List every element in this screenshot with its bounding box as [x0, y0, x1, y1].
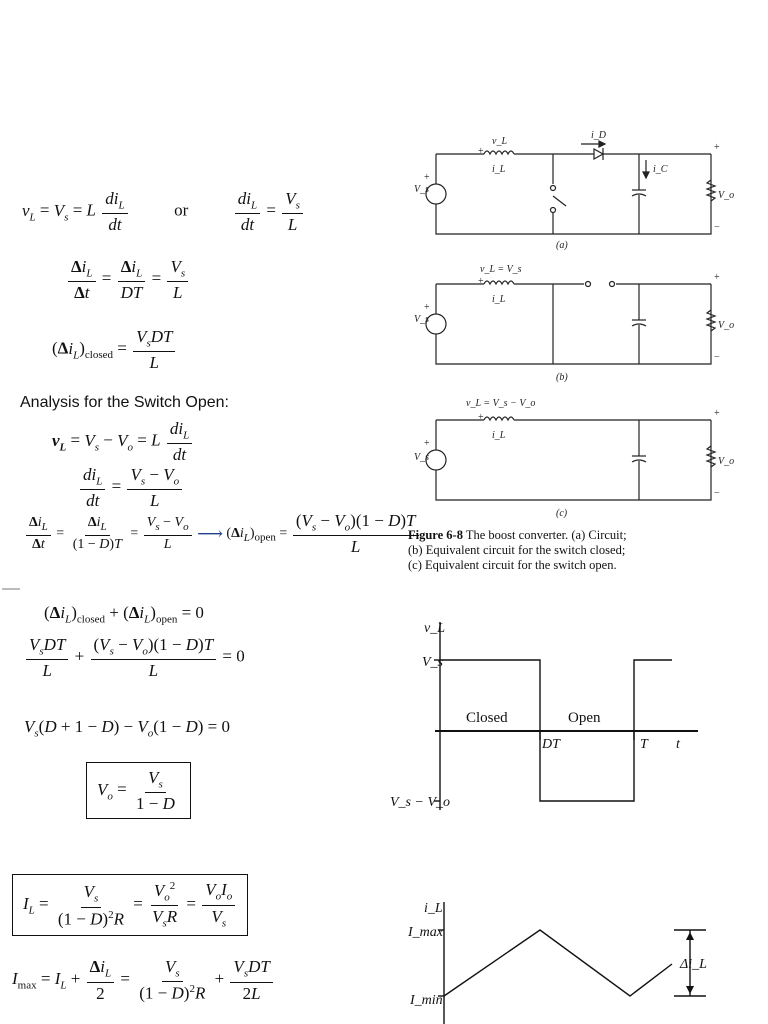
- svg-text:+: +: [424, 438, 430, 449]
- label-id-a: i_D: [591, 130, 606, 141]
- figure-caption-line-1: The boost converter. (a) Circuit;: [465, 528, 627, 542]
- circuit-c: [426, 417, 715, 500]
- circuit-a: [426, 141, 715, 234]
- open-label: Open: [568, 710, 601, 726]
- il-trace: [444, 930, 672, 996]
- equation-delta-il-closed-rate: $\frac{\Delta i_L}{\Delta t}$ = $\frac{\Delta i_L}{DT}$ = $\frac{V_s}{L}$: [66, 258, 190, 301]
- figure-caption-line-3: (c) Equivalent circuit for the switch open.: [408, 558, 617, 572]
- label-il-b: i_L: [492, 294, 506, 305]
- dt-tick-label: DT: [542, 737, 560, 752]
- subfig-c-label: (c): [556, 508, 568, 519]
- label-vo-b: V_o: [718, 320, 735, 331]
- figure-caption-label: Figure 6-8: [408, 528, 463, 542]
- label-vs-c: V_s: [414, 452, 429, 463]
- equation-inductor-current-boxed: $I_L$ = $\frac{V_s}{(1 - D)^2R}$ = $\frac{V_o^2}{V_sR}$ = $\frac{V_oI_o}{V_s}$: [12, 874, 248, 936]
- label-vo-a: V_o: [718, 190, 735, 201]
- svg-text:−: −: [714, 488, 720, 499]
- svg-text:+: +: [424, 302, 430, 313]
- svg-text:+: +: [714, 408, 720, 419]
- equation-simplified: $V_s(D + 1 - D) - V_o(1 - D) = 0$: [24, 717, 231, 740]
- scan-mark: [2, 588, 20, 590]
- vs-level-label: V_s: [422, 655, 443, 670]
- svg-text:+: +: [478, 412, 484, 423]
- equation-delta-il-closed: $(\Delta i_L)_{closed}$ = $\frac{V_sDT}{L}$: [52, 328, 177, 371]
- imin-label: I_min: [410, 993, 443, 1008]
- equation-steady-state-expanded: $\frac{V_sDT}{L}$ + $\frac{(V_s - V_o)(1 - D)T}{L}$ = 0: [24, 636, 245, 679]
- equation-inductor-voltage-closed: $v_L = V_s = L$ $\frac{di_L}{dt}$ or $\frac{di_L}{dt}$ = $\frac{V_s}{L}$: [22, 190, 305, 233]
- circuit-b: [426, 281, 715, 364]
- svg-text:−: −: [714, 222, 720, 233]
- il-axis-label: i_L: [424, 901, 443, 916]
- label-il-a: i_L: [492, 164, 506, 175]
- svg-text:+: +: [714, 272, 720, 283]
- equation-di-dt-open: $\frac{di_L}{dt}$ = $\frac{V_s - V_o}{L}$: [78, 466, 184, 509]
- subfig-a-label: (a): [556, 240, 568, 251]
- label-vs-a: V_s: [414, 184, 429, 195]
- arrow-up-icon: [686, 932, 694, 940]
- svg-text:+: +: [478, 146, 484, 157]
- svg-text:+: +: [714, 142, 720, 153]
- vs-minus-vo-level-label: V_s − V_o: [390, 795, 450, 810]
- t-tick-label: T: [640, 737, 648, 752]
- arrow-right-icon: ⟶: [197, 523, 223, 544]
- imax-label: I_max: [408, 925, 443, 940]
- inductor-current-waveform: [380, 890, 720, 1024]
- svg-text:−: −: [714, 352, 720, 363]
- vl-axis-label: v_L: [424, 621, 445, 636]
- label-vo-c: V_o: [718, 456, 735, 467]
- inductor-voltage-waveform: [380, 610, 700, 820]
- diode-icon: [594, 149, 603, 159]
- svg-text:+: +: [424, 172, 430, 183]
- time-axis-label: t: [676, 737, 680, 752]
- equation-output-voltage-boxed: $V_o$ = $\frac{V_s}{1 - D}$: [86, 762, 191, 819]
- arrow-down-icon: [686, 986, 694, 994]
- or-text: or: [174, 200, 189, 220]
- equation-inductor-voltage-open: $v_L = V_s - V_o = L$ $\frac{di_L}{dt}$: [52, 420, 194, 463]
- boost-converter-circuits: [396, 130, 736, 530]
- label-vl-closed: v_L = V_s: [480, 264, 522, 275]
- label-vl-a: v_L: [492, 136, 507, 147]
- equation-delta-il-open: $\frac{\Delta i_L}{\Delta t}$ = $\frac{\Delta i_L}{(1 - D)T}$ = $\frac{V_s - V_o}{L}$ ⟶ $(\Delta i_L)_{open}$ = $\frac{(V_s - V_o)(1 - D)T}{L}$: [24, 512, 421, 555]
- figure-caption-line-2: (b) Equivalent circuit for the switch closed;: [408, 543, 626, 557]
- label-ic-a: i_C: [653, 164, 668, 175]
- voltage-source-icon: [426, 184, 446, 204]
- equation-steady-state-sum: $(\Delta i_L)_{closed} + (\Delta i_L)_{open} = 0$: [44, 603, 204, 626]
- label-vs-b: V_s: [414, 314, 429, 325]
- subfig-b-label: (b): [556, 372, 568, 383]
- section-heading-switch-open: Analysis for the Switch Open:: [20, 394, 229, 411]
- svg-text:+: +: [478, 276, 484, 287]
- equation-imax: $I_{max} = I_L$ + $\frac{\Delta i_L}{2}$ = $\frac{V_s}{(1 - D)^2R}$ + $\frac{V_sDT}{2L}$: [12, 958, 275, 1002]
- closed-label: Closed: [466, 710, 508, 726]
- delta-il-label: Δi_L: [680, 957, 707, 972]
- label-il-c: i_L: [492, 430, 506, 441]
- label-vl-open: v_L = V_s − V_o: [466, 398, 536, 409]
- switch-icon: [553, 196, 566, 206]
- figure-caption: [408, 528, 627, 573]
- inductor-icon: [484, 151, 514, 154]
